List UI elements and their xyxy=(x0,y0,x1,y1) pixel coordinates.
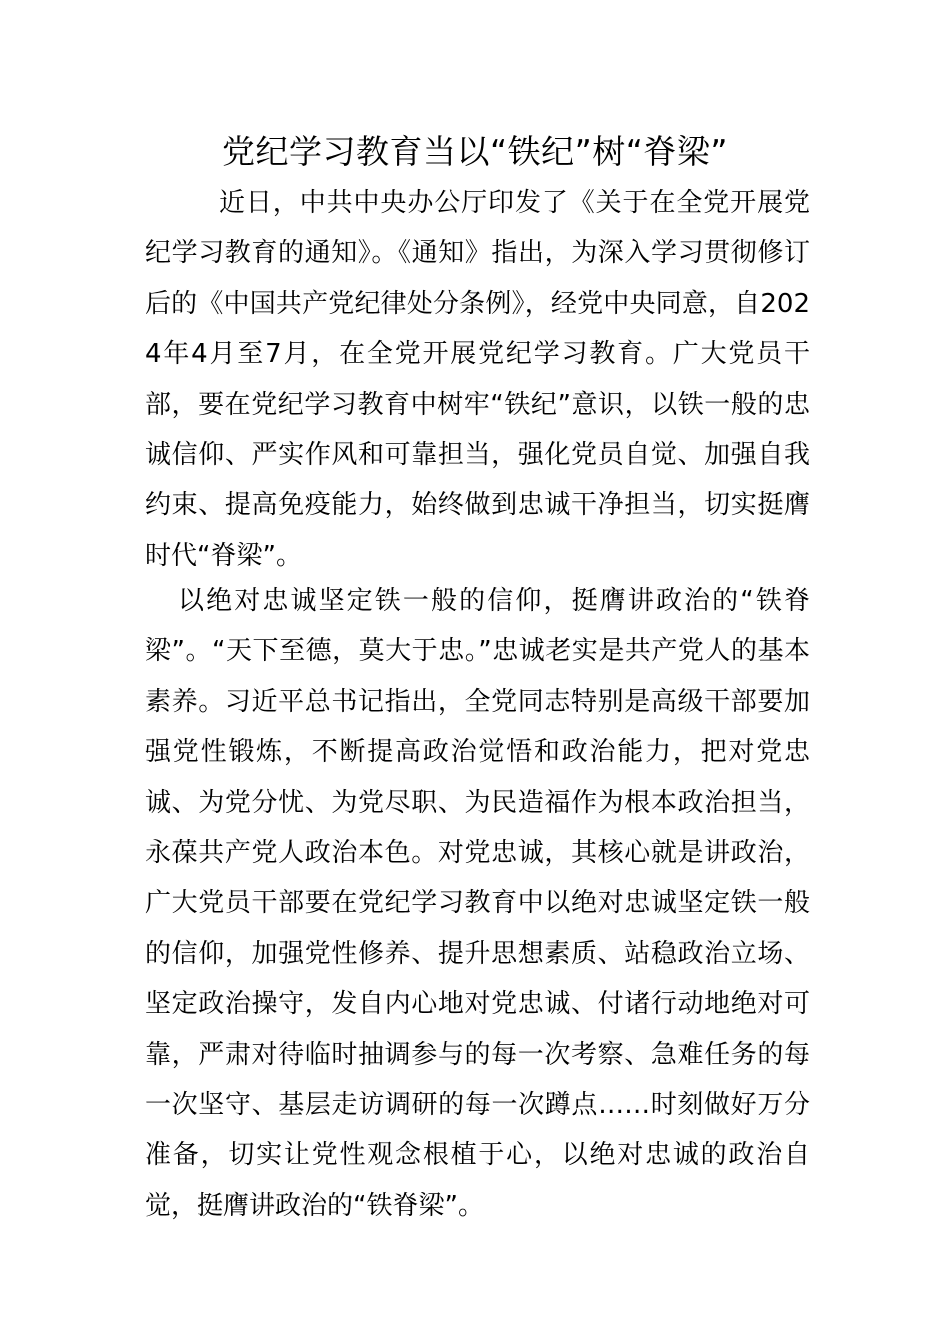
paragraph-loyalty: 以绝对忠诚坚定铁一般的信仰，挺膺讲政治的“铁脊梁”。“天下至德，莫大于忠。”忠诚老实是共产党人的基本素养。习近平总书记指出，全党同志特别是高级干部要加强党性锻炼，不断提高政治觉悟和政治能力，把对党忠诚、为党分忧、为党尽职、为民造福作为根本政治担当，永葆共产党人政治本色。对党忠诚，其核心就是讲政治， 广大党员干部要在党纪学习教育中以绝对忠诚坚定铁一般的信仰，加强党性修养、提升思想素质、站稳政治立场、坚定政治操守，发自内心地对党忠诚、付诸行动地绝对可靠，严肃对待临时抽调参与的每一次考察、急难任务的每一次坚守、基层走访调研的每一次蹲点……时刻做好万分准备，切实让党性观念根植于心，以绝对忠诚的政治自觉，挺膺讲政治的“铁脊梁”。 xyxy=(145,586,810,1221)
paragraph-intro: 近日，中共中央办公厅印发了《关于在全党开展党纪学习教育的通知》。《通知》指出，为深入学习贯彻修订后的《中国共产党纪律处分条例》，经党中央同意，自2024年4月至7月，在全党开展党纪学习教育。广大党员干部，要在党纪学习教育中树牢“铁纪”意识，以铁一般的忠诚信仰、严实作风和可靠担当，强化党员自觉、加强自我约束、提高免疫能力，始终做到忠诚干净担当，切实挺膺时代“脊梁”。 xyxy=(145,188,810,571)
document-title: 党纪学习教育当以“铁纪”树“脊梁” xyxy=(222,132,728,171)
